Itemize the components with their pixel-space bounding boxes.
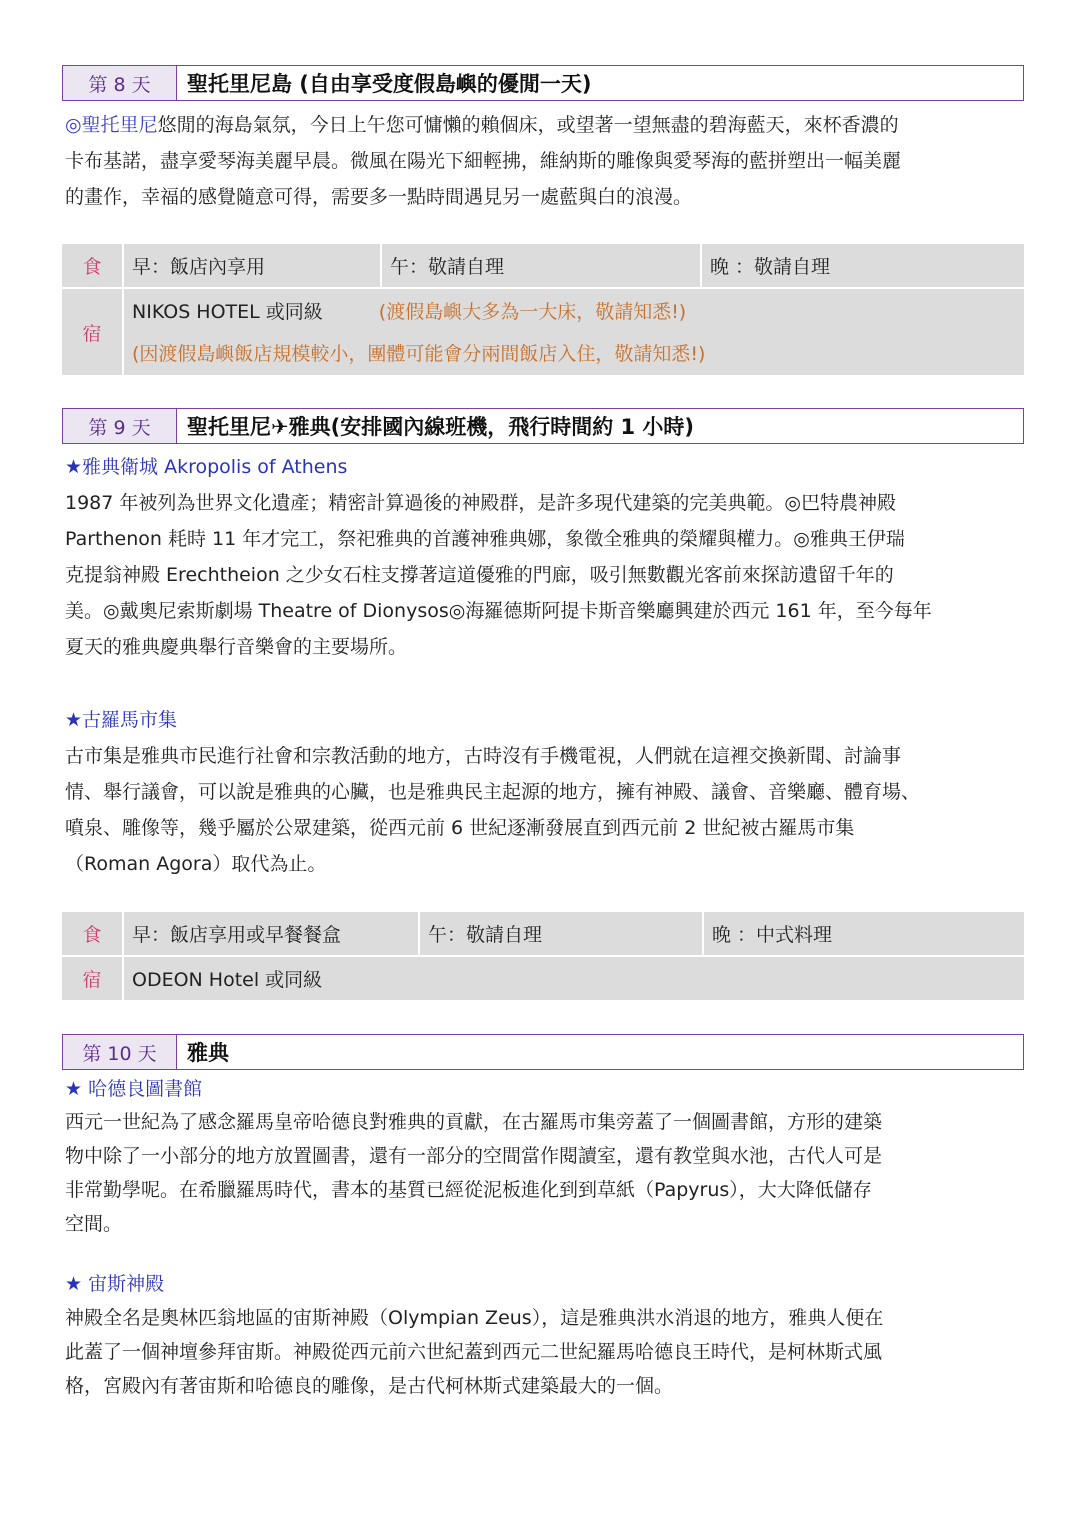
breakfast-cell: 早：飯店內享用: [124, 244, 382, 287]
dinner-cell: 晚 ：中式料理: [712, 924, 833, 946]
zeus-temple-description: 神殿全名是奧林匹翁地區的宙斯神殿（Olympian Zeus），這是雅典洪水消退的地方，雅典人便在 此蓋了一個神壇參拜宙斯。神殿從西元前六世紀蓋到西元二世紀羅馬哈德良王時代，是柯林斯式風 格，宮殿內有著宙斯和哈德良的雕像，是古代柯林斯式建築最大的一個。: [65, 1307, 884, 1397]
acropolis-heading: ★雅典衛城 Akropolis of Athens: [65, 456, 348, 478]
hotel-name: NIKOS HOTEL 或同級: [132, 301, 323, 323]
stay-note-1: (渡假島嶼大多為一大床，敬請知悉!): [378, 301, 687, 323]
day-9-header: [62, 408, 1024, 444]
santorini-label: ◎聖托里尼: [65, 114, 158, 136]
day-9-number: 第 9 天: [63, 409, 177, 443]
stay-details: [124, 289, 705, 375]
meal-row: [62, 912, 1024, 957]
meal-label: 食: [62, 244, 124, 287]
zeus-temple-heading: ★ 宙斯神殿: [65, 1273, 165, 1295]
meal-row: [62, 244, 1024, 289]
day-9-title: 聖托里尼✈雅典(安排國內線班機，飛行時間約 1 小時): [187, 415, 695, 439]
stay-row: [62, 289, 1024, 375]
lunch-cell: 午：敬請自理: [420, 912, 704, 955]
meal-label: 食: [62, 912, 124, 955]
stay-row: [62, 957, 1024, 1000]
stay-label: 宿: [62, 957, 124, 1000]
day-10-header: [62, 1034, 1024, 1070]
hotel-name: ODEON Hotel 或同級: [132, 969, 323, 991]
hadrian-library-description: 西元一世紀為了感念羅馬皇帝哈德良對雅典的貢獻，在古羅馬市集旁蓋了一個圖書館，方形的建築 物中除了一小部分的地方放置圖書，還有一部分的空間當作閱讀室，還有教堂與水池，古代人可是 非常勤學呢。在希臘羅馬時代，書本的基質已經從泥板進化到到草紙（Papyrus），大大降低儲存 空間。: [65, 1111, 883, 1235]
day-10-title: 雅典: [187, 1041, 229, 1065]
day-8-header: [62, 65, 1024, 101]
day-8-title: 聖托里尼島 (自由享受度假島嶼的優閒一天): [187, 72, 592, 96]
stay-note-2: (因渡假島嶼飯店規模較小，團體可能會分兩間飯店入住，敬請知悉!): [132, 343, 706, 365]
day-10-number: 第 10 天: [63, 1035, 177, 1069]
stay-label: 宿: [62, 289, 124, 375]
day-8-meal-table: [62, 244, 1024, 375]
dinner-cell: 晚 ：敬請自理: [710, 256, 831, 278]
hadrian-library-heading: ★ 哈德良圖書館: [65, 1078, 203, 1100]
day-8-number: 第 8 天: [63, 66, 177, 100]
acropolis-description: 1987 年被列為世界文化遺產；精密計算過後的神殿群，是許多現代建築的完美典範。◎巴特農神殿 Parthenon 耗時 11 年才完工，祭祀雅典的首護神雅典娜，象徵全雅典的榮耀與權力。◎雅典王伊瑞 克提翁神殿 Erechtheion 之少女石柱支撐著這道優雅的門廊，吸引無數觀光客前來探訪遺留千年的 美。◎戴奧尼索斯劇場 Theatre of Dionysos◎海羅德斯阿提卡斯音樂廳興建於西元 161 年，至今每年 夏天的雅典慶典舉行音樂會的主要場所。: [65, 492, 932, 658]
day-9-meal-table: [62, 912, 1024, 1000]
roman-agora-heading: ★古羅馬市集: [65, 709, 178, 731]
roman-agora-description: 古市集是雅典市民進行社會和宗教活動的地方，古時沒有手機電視，人們就在這裡交換新聞、討論事 情、舉行議會，可以說是雅典的心臟，也是雅典民主起源的地方，擁有神殿、議會、音樂廳、體育場、 噴泉、雕像等，幾乎屬於公眾建築，從西元前 6 世紀逐漸發展直到西元前 2 世紀被古羅馬市集 （Roman Agora）取代為止。: [65, 745, 921, 875]
day-8-description: ◎聖托里尼悠閒的海島氣氛，今日上午您可慵懶的賴個床，或望著一望無盡的碧海藍天，來杯香濃的 卡布基諾，盡享愛琴海美麗早晨。微風在陽光下細輕拂，維納斯的雕像與愛琴海的藍拼塑出一幅美麗 的畫作，幸福的感覺隨意可得，需要多一點時間遇見另一處藍與白的浪漫。: [65, 114, 902, 208]
breakfast-cell: 早：飯店享用或早餐餐盒: [124, 912, 420, 955]
lunch-cell: 午：敬請自理: [382, 244, 702, 287]
